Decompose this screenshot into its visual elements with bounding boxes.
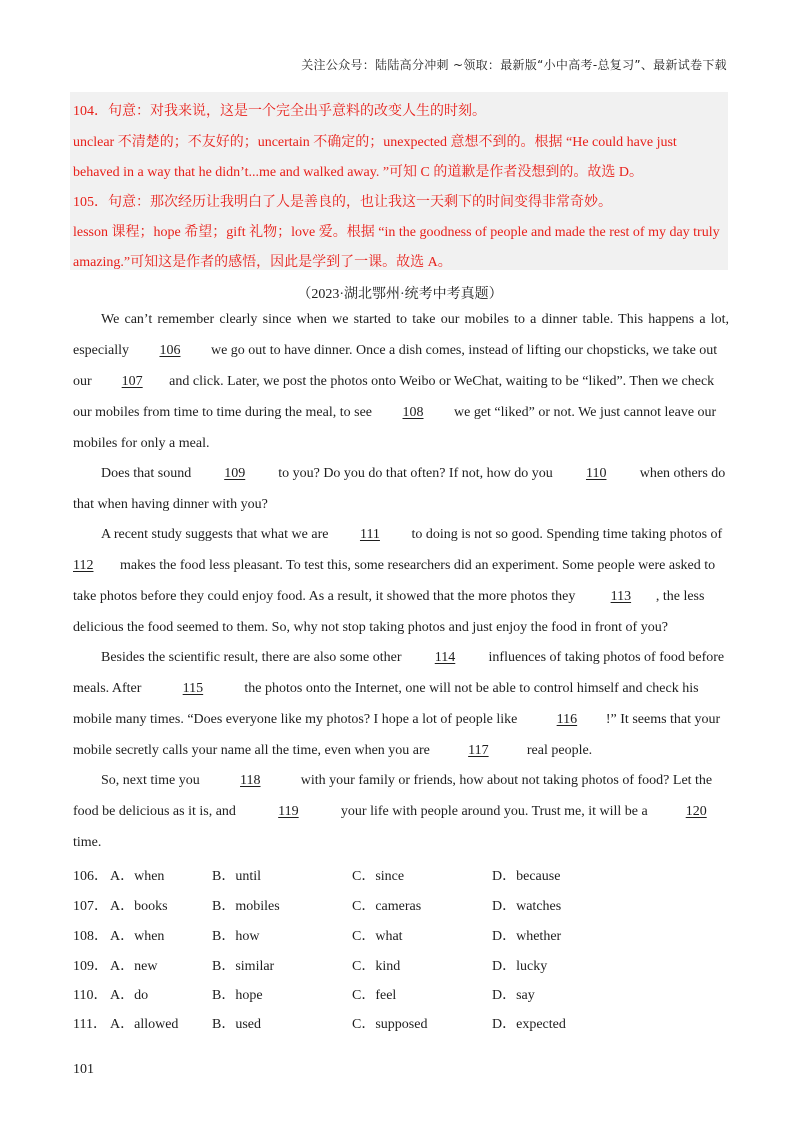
option-a: A．when [110, 929, 165, 944]
passage-line: Besides the scientific result, there are also some other 114 influences of taking photos of food before [101, 648, 724, 668]
option-c: C．kind [352, 959, 401, 974]
option-d: D．watches [492, 899, 562, 914]
passage-line: our mobiles from time to time during the meal, to see 108 we get “liked” or not. We just cannot leave our [73, 403, 716, 423]
option-c: C．feel [352, 988, 397, 1003]
blank-117: 117 [468, 743, 489, 758]
question-number: 109． [73, 959, 108, 974]
blank-115: 115 [182, 681, 204, 696]
question-number: 108． [73, 929, 108, 944]
blank-116: 116 [556, 712, 578, 727]
passage-line: food be delicious as it is, and 119 your life with people around you. Trust me, it will be a 120 [73, 802, 734, 822]
option-d: D．because [492, 869, 561, 884]
option-d: D．expected [492, 1017, 566, 1032]
passage-line: We can’t remember clearly since when we started to take our mobiles to a dinner table. This happens a lot, [101, 312, 729, 327]
page-header: 关注公众号：陆陆高分冲刺 ~领取：最新版“小中高考-总复习”、最新试卷下载 [301, 58, 727, 72]
blank-107: 107 [121, 374, 143, 389]
explanation-line: lesson 课程；hope 希望；gift 礼物；love 爱。根据 “in the goodness of people and made the rest of my day truly [73, 225, 720, 240]
option-d: D．say [492, 988, 535, 1003]
blank-110: 110 [585, 466, 607, 481]
option-b: B．how [212, 929, 260, 944]
option-b: B．used [212, 1017, 261, 1032]
explanation-line: amazing.”可知这是作者的感悟，因此是学到了一课。故选 A。 [73, 255, 452, 270]
passage-line: time. [73, 835, 102, 850]
passage-line: 112 makes the food less pleasant. To test this, some researchers did an experiment. Some people were asked to [73, 556, 715, 576]
passage-line: Does that sound 109 to you? Do you do that often? If not, how do you 110 when others do [101, 464, 725, 484]
blank-113: 113 [610, 589, 632, 604]
explanation-line: unclear 不清楚的；不友好的；uncertain 不确定的；unexpected 意想不到的。根据 “He could have just [73, 135, 677, 150]
option-c: C．what [352, 929, 403, 944]
passage-line: delicious the food seemed to them. So, why not stop taking photos and just enjoy the food in front of you? [73, 620, 668, 635]
blank-106: 106 [159, 343, 181, 358]
option-b: B．until [212, 869, 262, 884]
passage-line: meals. After 115 the photos onto the Internet, one will not be able to control himself and check his [73, 679, 699, 699]
question-number: 107． [73, 899, 108, 914]
option-a: A．new [110, 959, 158, 974]
passage-line: that when having dinner with you? [73, 497, 268, 512]
blank-120: 120 [685, 804, 707, 819]
option-a: A．when [110, 869, 165, 884]
answer-explanations [70, 92, 728, 270]
option-d: D．lucky [492, 959, 548, 974]
passage-line: mobile many times. “Does everyone like my photos? I hope a lot of people like 116 !” It seems that your [73, 710, 720, 730]
option-b: B．mobiles [212, 899, 280, 914]
option-a: A．do [110, 988, 149, 1003]
blank-112: 112 [73, 558, 94, 573]
passage-line: take photos before they could enjoy food. As a result, it showed that the more photos they 113 , the less [73, 587, 704, 607]
blank-109: 109 [224, 466, 246, 481]
passage-line: A recent study suggests that what we are 111 to doing is not so good. Spending time taking photos of [101, 525, 722, 545]
question-number: 110． [73, 988, 108, 1003]
explanation-line: 105．句意：那次经历让我明白了人是善良的，也让我这一天剩下的时间变得非常奇妙。 [73, 195, 612, 210]
passage-line: mobile secretly calls your name all the time, even when you are 117 real people. [73, 741, 592, 761]
blank-118: 118 [240, 773, 261, 788]
blank-119: 119 [278, 804, 299, 819]
exam-source: （2023·湖北鄂州·统考中考真题） [297, 287, 503, 302]
explanation-line: behaved in a way that he didn’t...me and walked away. ”可知 C 的道歉是作者没想到的。故选 D。 [73, 165, 643, 180]
option-a: A．allowed [110, 1017, 179, 1032]
option-c: C．since [352, 869, 405, 884]
passage-line: especially 106 we go out to have dinner. Once a dish comes, instead of lifting our chopsticks, we take out [73, 341, 717, 361]
blank-111: 111 [359, 527, 380, 542]
question-number: 106． [73, 869, 108, 884]
option-c: C．supposed [352, 1017, 428, 1032]
page-number: 101 [73, 1062, 94, 1077]
option-a: A．books [110, 899, 168, 914]
passage-line: our 107 and click. Later, we post the photos onto Weibo or WeChat, waiting to be “liked”. Then we check [73, 372, 714, 392]
option-b: B．similar [212, 959, 275, 974]
option-d: D．whether [492, 929, 562, 944]
passage-line: So, next time you 118 with your family or friends, how about not taking photos of food? Let the [101, 771, 712, 791]
passage-line: mobiles for only a meal. [73, 436, 210, 451]
blank-114: 114 [434, 650, 456, 665]
blank-108: 108 [402, 405, 424, 420]
question-number: 111． [73, 1017, 107, 1032]
explanation-line: 104．句意：对我来说，这是一个完全出乎意料的改变人生的时刻。 [73, 104, 486, 119]
option-c: C．cameras [352, 899, 422, 914]
option-b: B．hope [212, 988, 263, 1003]
